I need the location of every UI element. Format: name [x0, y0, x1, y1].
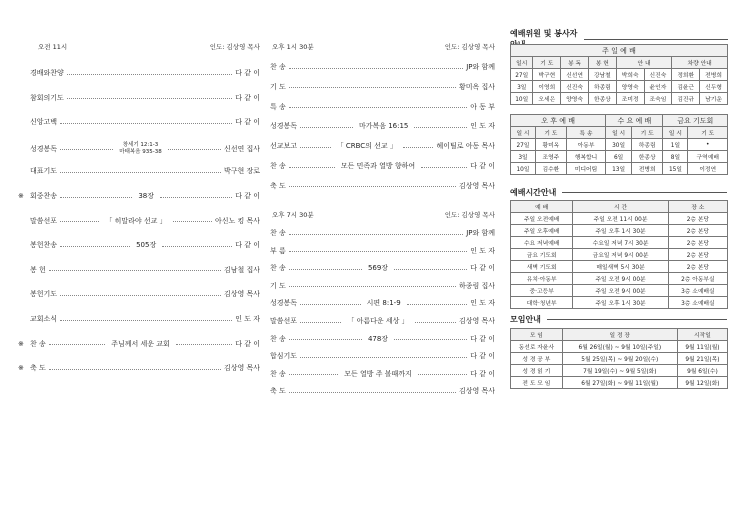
sunday-roles-table	[510, 44, 728, 105]
evening-header	[270, 210, 495, 219]
order-person: 다 같 이	[470, 334, 495, 343]
order-person: 헤이틸로 아동 목사	[436, 142, 496, 151]
order-detail: 모든 민족과 열방 향하여	[340, 162, 416, 170]
table-cell: 13일	[606, 163, 632, 175]
order-person: 김상영 목사	[458, 181, 495, 190]
table-cell: 2층 본당	[668, 261, 727, 273]
column-header: 기 도	[535, 127, 566, 139]
table-cell: 구역예배	[688, 151, 728, 163]
table-cell: 9월 11일(월)	[677, 341, 727, 353]
table-cell: 아동부	[566, 139, 606, 151]
table-cell: 전 도 모 임	[511, 377, 563, 389]
table-cell: 하종림	[631, 139, 663, 151]
column-header: 봉 독	[561, 57, 589, 69]
order-label: 찬 송	[270, 229, 286, 237]
table-cell: 양영숙	[616, 81, 644, 93]
table-row	[511, 365, 728, 377]
schedule-table	[510, 200, 728, 309]
table-cell: 중·고등부	[511, 285, 573, 297]
order-row	[270, 181, 495, 191]
standing-mark: ※	[18, 339, 24, 348]
table-row	[511, 151, 728, 163]
table-cell: 신진숙	[644, 69, 672, 81]
friday-roles-title: 금요 기도회	[663, 115, 728, 127]
order-row	[30, 265, 260, 275]
order-person: 김상영 목사	[458, 317, 496, 325]
order-label: 특 송	[270, 102, 286, 111]
order-row	[270, 281, 495, 291]
order-label: 축 도	[30, 364, 46, 373]
order-label: 찬 송	[270, 162, 286, 170]
order-person: 인 도 자	[470, 246, 495, 255]
table-cell: 유치·아동부	[511, 273, 573, 285]
order-row	[270, 62, 495, 72]
table-cell: 8일	[663, 151, 688, 163]
evening-time: 오후 7시 30분	[272, 211, 314, 219]
table-cell: 김진규	[672, 93, 700, 105]
order-person: 다 같 이	[470, 369, 496, 378]
table-cell: 조숙임	[644, 93, 672, 105]
table-cell: 주일 오전예배	[511, 213, 573, 225]
table-cell: 9월 21일(목)	[677, 353, 727, 365]
order-person: 다 같 이	[470, 264, 495, 273]
table-cell: 2층 본당	[668, 225, 727, 237]
table-header-row	[511, 127, 728, 139]
table-cell: 2층 본당	[668, 213, 727, 225]
morning-time: 오전 11시	[38, 43, 68, 51]
order-row	[30, 93, 260, 103]
table-row	[511, 341, 728, 353]
order-label: 찬 송	[30, 339, 46, 348]
table-row	[511, 273, 728, 285]
table-cell: 황미옥	[535, 139, 566, 151]
table-cell: 신선연	[561, 69, 589, 81]
order-person: 인 도 자	[470, 122, 496, 131]
order-label: 합심기도	[270, 352, 298, 361]
table-cell: 27일	[511, 69, 533, 81]
wednesday-roles-title: 수 요 예 배	[606, 115, 663, 127]
order-person: 아 동 부	[470, 102, 495, 111]
table-cell: 정희환	[672, 69, 700, 81]
order-row	[270, 228, 495, 238]
table-cell: 2층 본당	[668, 237, 727, 249]
table-cell: •	[688, 139, 728, 151]
order-label: 봉헌찬송	[30, 241, 58, 250]
order-label: 성경봉독	[30, 144, 58, 153]
table-cell: 6일	[606, 151, 632, 163]
table-row	[511, 285, 728, 297]
order-row	[270, 369, 495, 379]
scripture-ref: 창세기 12:1-3	[122, 141, 159, 148]
table-cell: 3층 소예배실	[668, 297, 727, 309]
table-cell: 3일	[511, 81, 533, 93]
order-label: 성경봉독	[270, 299, 298, 308]
table-cell: 성 경 읽 기	[511, 365, 563, 377]
order-person: 다 같 이	[470, 352, 495, 361]
order-label: 찬 송	[270, 264, 286, 273]
scripture-refs	[116, 142, 164, 156]
table-cell: 27일	[511, 139, 536, 151]
morning-header	[30, 42, 260, 51]
column-header: 시 간	[573, 201, 668, 213]
table-cell: 김윤근	[672, 81, 700, 93]
order-person: 김남철 집사	[223, 265, 260, 274]
sunday-title: 주 일 예 배	[511, 45, 728, 57]
table-cell: 3일	[511, 151, 536, 163]
order-person: 인 도 자	[235, 315, 260, 323]
order-row	[270, 316, 495, 326]
table-cell: 박구현	[533, 69, 561, 81]
order-label: 말씀선포	[30, 216, 58, 225]
order-label: 기 도	[270, 281, 286, 290]
table-row	[511, 225, 728, 237]
table-cell: 신진숙	[561, 81, 589, 93]
order-person: 김상영 목사	[458, 387, 495, 396]
order-label: 신앙고백	[30, 118, 58, 127]
table-cell: 9월 6일(수)	[677, 365, 727, 377]
order-detail: 모든 열방 주 볼때까지	[344, 369, 412, 378]
order-person: 다 같 이	[235, 339, 261, 348]
table-cell: 이정연	[688, 163, 728, 175]
column-header: 예 배	[511, 201, 573, 213]
column-header: 일 정 장	[562, 329, 677, 341]
groups-title: 모임안내	[510, 314, 727, 325]
order-row	[270, 82, 495, 92]
table-cell: 남기운	[700, 93, 728, 105]
table-cell: 매일새벽 5시 30분	[573, 261, 668, 273]
order-detail: 주님께서 세운 교회	[111, 339, 170, 348]
order-detail: 「 아름다운 세상 」	[347, 317, 409, 325]
order-detail: 478장	[367, 334, 389, 343]
table-cell: 강남철	[588, 69, 616, 81]
order-person: 하종림 집사	[458, 281, 495, 290]
order-row	[270, 263, 495, 273]
order-row	[30, 216, 260, 226]
table-cell: 신두형	[700, 81, 728, 93]
order-label: 말씀선포	[270, 317, 298, 325]
column-header: 봉 헌	[588, 57, 616, 69]
table-cell: 주일 오전 9시 00분	[573, 273, 668, 285]
order-row	[30, 289, 260, 299]
order-row	[30, 117, 260, 127]
table-cell: 5월 25일(목) ~ 9월 20일(수)	[562, 353, 677, 365]
column-header: 일 시	[663, 127, 688, 139]
order-row	[270, 161, 495, 171]
table-header-row	[511, 57, 728, 69]
table-cell: 6월 27일(화) ~ 9월 11일(월)	[562, 377, 677, 389]
table-row	[511, 377, 728, 389]
order-detail: 569장	[367, 264, 389, 273]
standing-mark: ※	[18, 364, 24, 373]
table-cell: 하종림	[588, 81, 616, 93]
order-row	[270, 102, 495, 112]
table-cell: 행복합니	[566, 151, 606, 163]
order-person: 김상영 목사	[223, 364, 260, 373]
table-cell: 한종상	[588, 93, 616, 105]
order-label: 축 도	[270, 181, 286, 190]
table-row	[511, 139, 728, 151]
table-row	[511, 93, 728, 105]
order-person: 황미옥 집사	[458, 82, 495, 91]
order-label: 대표기도	[30, 167, 58, 176]
column-header: 차량 안내	[672, 57, 728, 69]
column-header: 일 시	[511, 127, 536, 139]
table-cell: 이영희	[533, 81, 561, 93]
order-row	[30, 142, 260, 156]
order-row	[270, 334, 495, 344]
table-cell: 10일	[511, 93, 533, 105]
table-cell: 조미정	[616, 93, 644, 105]
afternoon-roles-title: 오 후 예 배	[511, 115, 606, 127]
order-label: 선교보고	[270, 142, 298, 151]
table-cell: 수요일 저녁 7시 30분	[573, 237, 668, 249]
order-person: 다 같 이	[235, 93, 260, 102]
order-row	[30, 166, 260, 176]
order-person: 다 같 이	[470, 162, 496, 170]
order-row	[270, 298, 495, 308]
scripture-ref: 마태복음 935-38	[119, 148, 162, 155]
order-label: 부 름	[270, 246, 286, 255]
order-detail: 38장	[138, 192, 154, 200]
order-row	[270, 351, 495, 361]
order-detail: 505장	[136, 241, 157, 250]
column-header: 장 소	[668, 201, 727, 213]
order-label: 회중찬송	[30, 192, 58, 200]
table-cell: 동선로 자윤사	[511, 341, 563, 353]
column-header: 모 임	[511, 329, 563, 341]
table-cell: 한종상	[631, 151, 663, 163]
table-row	[511, 353, 728, 365]
service-roles-title: 예배위원 및 봉사자	[510, 28, 728, 50]
order-label: 찬 송	[270, 334, 286, 343]
standing-mark: ※	[18, 192, 24, 200]
order-label: 축 도	[270, 387, 286, 396]
order-label: 성경봉독	[270, 122, 298, 131]
table-cell: 1일	[663, 139, 688, 151]
table-cell: 10일	[511, 163, 536, 175]
table-cell: 오세은	[533, 93, 561, 105]
order-label: 경배와찬양	[30, 69, 64, 77]
table-row	[511, 249, 728, 261]
order-label: 봉 헌	[30, 265, 46, 274]
order-person: 인 도 자	[470, 299, 495, 308]
order-detail: 「 히말라야 선교 」	[105, 216, 167, 225]
table-cell: 금요 기도회	[511, 249, 573, 261]
table-row	[511, 261, 728, 273]
table-cell: 전병희	[631, 163, 663, 175]
table-cell: 2층 아동부실	[668, 273, 727, 285]
table-cell: 박희숙	[616, 69, 644, 81]
order-person: 박구현 장로	[223, 167, 260, 176]
table-cell: 주일 오전 11시 00분	[573, 213, 668, 225]
table-row	[511, 237, 728, 249]
table-cell: 주일 오후 1시 30분	[573, 225, 668, 237]
order-person: JP와 함께	[466, 229, 495, 237]
table-header-row	[511, 201, 728, 213]
table-cell: 윤인자	[644, 81, 672, 93]
order-person: 신선연 집사	[223, 144, 260, 153]
table-cell: 15일	[663, 163, 688, 175]
order-row	[30, 314, 260, 324]
afternoon-leader: 인도: 김상영 목사	[444, 43, 495, 51]
table-cell: 주일 오후 1시 30분	[573, 297, 668, 309]
order-row	[270, 246, 495, 256]
order-row	[270, 141, 495, 151]
table-cell: 새벽 기도회	[511, 261, 573, 273]
table-cell: 전병희	[700, 69, 728, 81]
order-label: 찬 송	[270, 63, 286, 71]
order-person: 김상영 목사	[223, 290, 260, 299]
order-row	[18, 363, 260, 373]
table-row	[511, 69, 728, 81]
order-person: 다 같 이	[235, 241, 260, 250]
order-label: 참회의기도	[30, 93, 64, 102]
order-row	[18, 339, 261, 349]
table-row	[511, 297, 728, 309]
table-cell: 9월 12일(화)	[677, 377, 727, 389]
order-person: 아신노 킹 목사	[214, 216, 260, 225]
order-label: 찬 송	[270, 369, 286, 378]
column-header: 일 시	[606, 127, 632, 139]
table-cell: 30일	[606, 139, 632, 151]
column-header: 특 송	[566, 127, 606, 139]
order-person: JP와 함께	[466, 63, 495, 71]
table-cell: 김수환	[535, 163, 566, 175]
column-header: 기 도	[533, 57, 561, 69]
table-cell: 양영숙	[561, 93, 589, 105]
column-header: 일시	[511, 57, 533, 69]
order-detail: 「 CRBC의 선교 」	[336, 142, 397, 151]
table-cell: 주일 오전 9시 00분	[573, 285, 668, 297]
evening-leader: 인도: 김상영 목사	[444, 211, 495, 219]
table-cell: 6월 26일(월) ~ 9월 10일(주일)	[562, 341, 677, 353]
morning-leader: 인도: 김상영 목사	[209, 43, 260, 51]
order-row	[30, 68, 260, 78]
column-header: 시작일	[677, 329, 727, 341]
order-row	[30, 240, 260, 250]
table-cell: 미디어팀	[566, 163, 606, 175]
table-cell: 성 경 공 부	[511, 353, 563, 365]
table-row	[511, 213, 728, 225]
column-header: 기 도	[631, 127, 663, 139]
order-row	[270, 386, 495, 396]
table-cell: 대학·청년부	[511, 297, 573, 309]
table-cell: 금요일 저녁 9시 00분	[573, 249, 668, 261]
table-cell: 조영주	[535, 151, 566, 163]
order-person: 다 같 이	[235, 69, 260, 77]
order-detail: 시편 8:1-9	[366, 299, 401, 308]
column-header: 기 도	[688, 127, 728, 139]
order-detail: 마가복음 16:15	[358, 122, 409, 131]
order-label: 기 도	[270, 82, 286, 91]
weekday-roles-table	[510, 114, 728, 175]
order-row	[18, 191, 261, 201]
groups-table	[510, 328, 728, 389]
order-person: 다 같 이	[235, 192, 261, 200]
table-header-row	[511, 329, 728, 341]
table-cell: 수요 저녁예배	[511, 237, 573, 249]
afternoon-header	[270, 42, 495, 51]
order-row	[270, 121, 495, 131]
table-cell: 3층 소예배실	[668, 285, 727, 297]
order-person: 다 같 이	[235, 118, 260, 127]
table-row	[511, 81, 728, 93]
table-cell: 7월 19일(수) ~ 9월 5일(화)	[562, 365, 677, 377]
column-header: 안 내	[616, 57, 672, 69]
afternoon-time: 오후 1시 30분	[272, 43, 314, 51]
table-row	[511, 163, 728, 175]
table-cell: 주일 오후예배	[511, 225, 573, 237]
schedule-title: 예배시간안내	[510, 187, 727, 198]
order-label: 교회소식	[30, 315, 58, 323]
order-label: 봉헌기도	[30, 290, 58, 299]
table-cell: 2층 본당	[668, 249, 727, 261]
